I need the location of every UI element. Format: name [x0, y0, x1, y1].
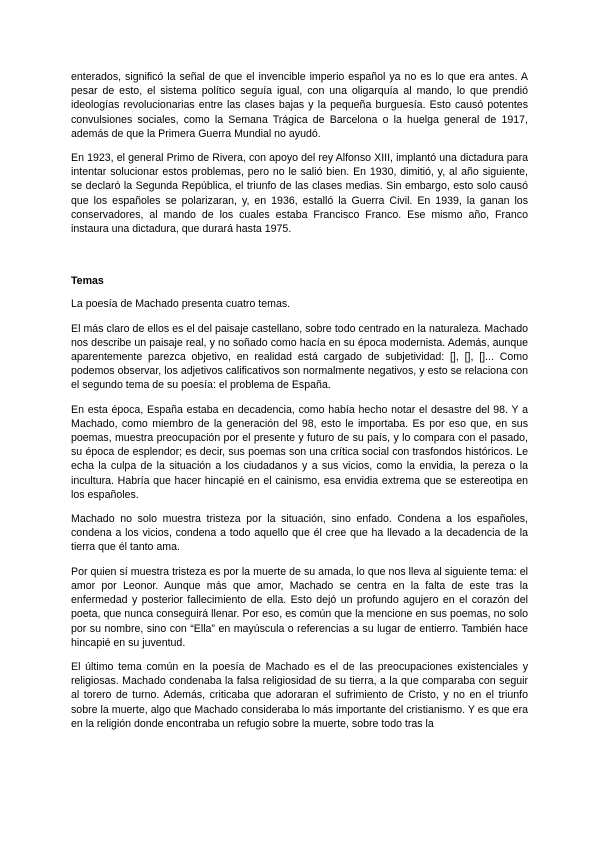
paragraph-theme-love-leonor: Por quien sí muestra tristeza es por la muerte de su amada, lo que nos lleva al siguiente tema: el amor por Leonor. Aunque más que amor, Machado se centra en la falta de este tras la enfermedad y posterior fallecimiento de ella. Esto dejó un profundo agujero en el corazón del poeta, que nunca conseguirá llenar. Por eso, es común que la mencione en sus poemas, no solo por su nombre, sino con “Ella” en mayúscula o referencias a su lugar de entierro. También hace hincapié en su juventud.	[71, 565, 528, 649]
paragraph-theme-existential-religious: El último tema común en la poesía de Machado es el de las preocupaciones existenciales y religiosas. Machado condenaba la falsa religiosidad de su tierra, a la que comparaba con seguir al torero de turno. Además, criticaba que adoraran el sufrimiento de Cristo, y no en el triunfo sobre la muerte, algo que Machado consideraba lo más importante del cristianismo. Y es que era en la religión donde encontraba un refugio sobre la muerte, sobre todo tras la	[71, 660, 528, 730]
paragraph-historical-context-2: En 1923, el general Primo de Rivera, con apoyo del rey Alfonso XIII, implantó una dictadura para intentar solucionar estos problemas, pero no le salió bien. En 1930, dimitió, y, al año siguiente, se declaró la Segunda República, el triunfo de las clases medias. Sin embargo, esto solo causó que los españoles se polarizaran, y, en 1936, estalló la Guerra Civil. En 1939, la ganan los conservadores, al mando de los cuales estaba Francisco Franco. Ese mismo año, Franco instaura una dictadura, que durará hasta 1975.	[71, 152, 528, 236]
section-heading-temas: Temas	[71, 275, 104, 288]
section-spacer	[71, 246, 528, 274]
paragraph-theme-spain-problem: En esta época, España estaba en decadencia, como había hecho notar el desastre del 98. Y a Machado, como miembro de la generación del 98, esto le importaba. Es por eso que, en sus poemas, muestra preocupación por el presente y futuro de su país, y lo compara con el pasado, su época de esplendor; es decir, sus poemas son una crítica social con trasfondos históricos. Le echa la culpa de la situación a los ciudadanos y a sus vicios, como la envidia, la pereza o la incultura. Habría que hacer hincapié en el cainismo, esa envidia extrema que se estereotipa en los españoles.	[71, 403, 528, 501]
paragraph-intro-themes: La poesía de Machado presenta cuatro temas.	[71, 298, 291, 311]
document-page	[71, 70, 528, 741]
paragraph-historical-context-1: enterados, significó la señal de que el invencible imperio español ya no es lo que era antes. A pesar de esto, el sistema político seguía igual, con una oligarquía al mando, lo que prendió ideologías revolucionarias entre las clases bajas y la pequeña burguesía. Esto causó potentes convulsiones sociales, como la Semana Trágica de Barcelona o la huelga general de 1917, además de que la Primera Guerra Mundial no ayudó.	[71, 71, 528, 140]
paragraph-anger: Machado no solo muestra tristeza por la situación, sino enfado. Condena a los españoles, condena a los vicios, condena a todo aquello que él cree que ha llevado a la decadencia de la tierra que él tanto ama.	[71, 513, 528, 554]
paragraph-theme-landscape: El más claro de ellos es el del paisaje castellano, sobre todo centrado en la naturaleza. Machado nos describe un paisaje real, y no soñado como hacía en su época modernista. Además, aunque aparentemente parezca objetivo, en realidad está cargado de subjetividad: [], [], []... Como podemos observar, los adjetivos calificativos son normalmente negativos, y esto se relaciona con el segundo tema de su poesía: el problema de España.	[71, 322, 528, 392]
